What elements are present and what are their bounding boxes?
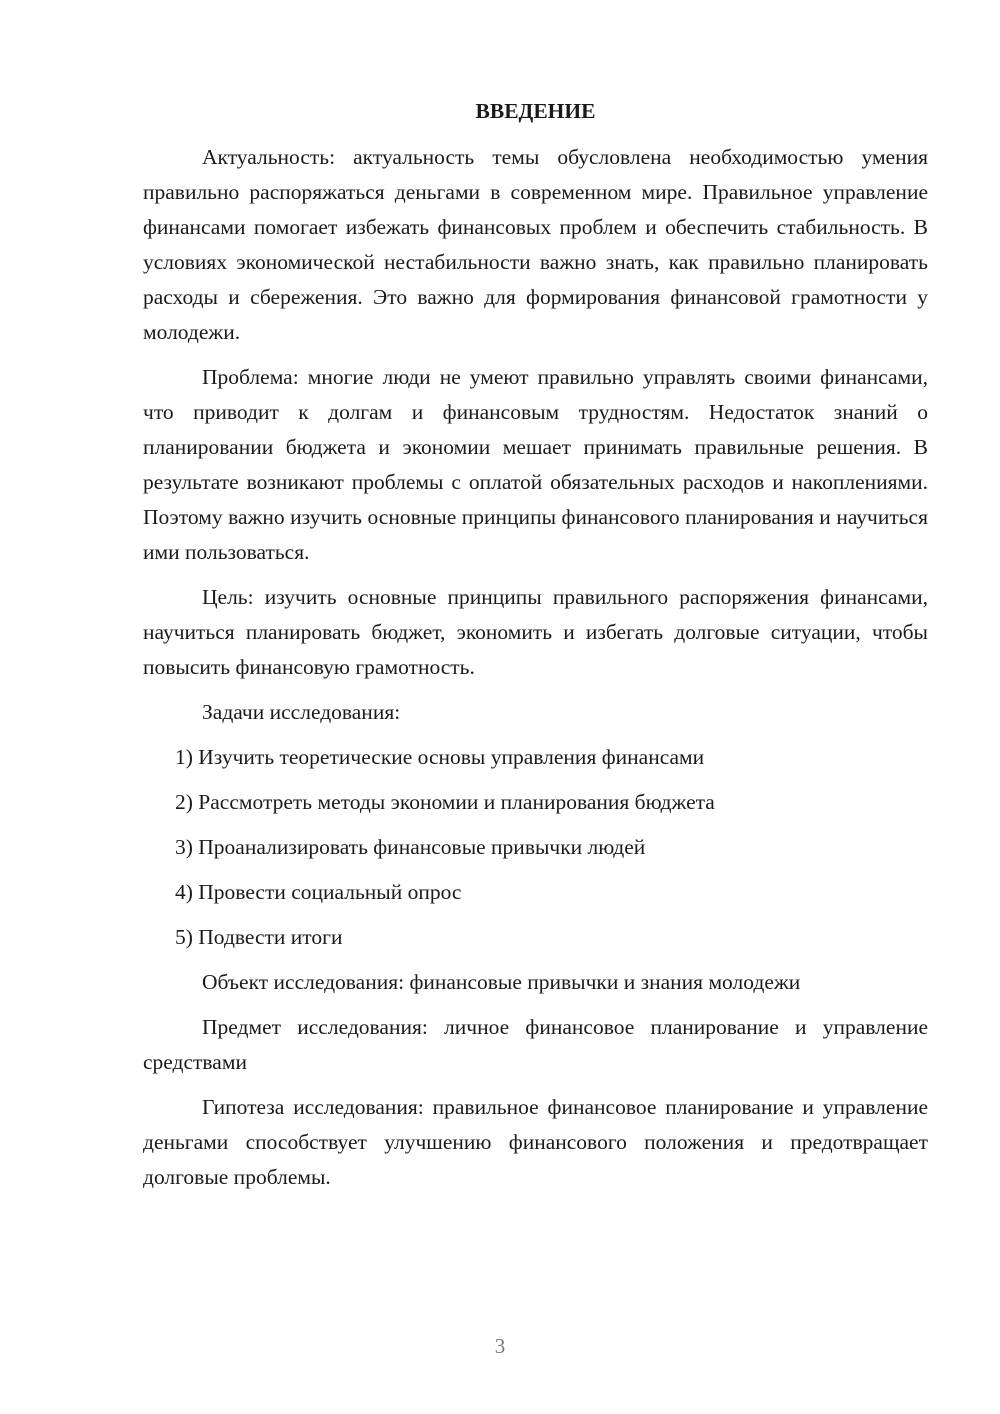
tasks-list: [143, 740, 928, 955]
hypothesis-paragraph: Гипотеза исследования: правильное финансовое планирование и управление деньгами способствует улучшению финансового положения и предотвращает долговые проблемы.: [143, 1095, 928, 1189]
section-heading: ВВЕДЕНИЕ: [475, 99, 596, 123]
task-item: 1) Изучить теоретические основы управления финансами: [175, 745, 705, 769]
task-item: 3) Проанализировать финансовые привычки людей: [175, 835, 646, 859]
object-paragraph: Объект исследования: финансовые привычки и знания молодежи: [202, 970, 801, 994]
page-number: 3: [494, 1334, 506, 1358]
problem-paragraph: Проблема: многие люди не умеют правильно управлять своими финансами, что приводит к долгам и финансовым трудностям. Недостаток знаний о планировании бюджета и экономии мешает принимать правильные решения. В результате возникают проблемы с оплатой обязательных расходов и накоплениями. Поэтому важно изучить основные принципы финансового планирования и научиться ими пользоваться.: [143, 365, 928, 564]
goal-paragraph: Цель: изучить основные принципы правильного распоряжения финансами, научиться планировать бюджет, экономить и избегать долговые ситуации, чтобы повысить финансовую грамотность.: [143, 585, 928, 679]
page-content: [143, 96, 928, 1205]
relevance-paragraph: Актуальность: актуальность темы обусловлена необходимостью умения правильно распоряжаться деньгами в современном мире. Правильное управление финансами помогает избежать финансовых проблем и обеспечить стабильность. В условиях экономической нестабильности важно знать, как правильно планировать расходы и сбережения. Это важно для формирования финансовой грамотности у молодежи.: [143, 145, 928, 344]
subject-paragraph: Предмет исследования: личное финансовое планирование и управление средствами: [143, 1015, 928, 1074]
task-item: 5) Подвести итоги: [175, 925, 343, 949]
task-item: 2) Рассмотреть методы экономии и планирования бюджета: [175, 790, 715, 814]
task-item: 4) Провести социальный опрос: [175, 880, 462, 904]
tasks-title: Задачи исследования:: [202, 700, 401, 724]
